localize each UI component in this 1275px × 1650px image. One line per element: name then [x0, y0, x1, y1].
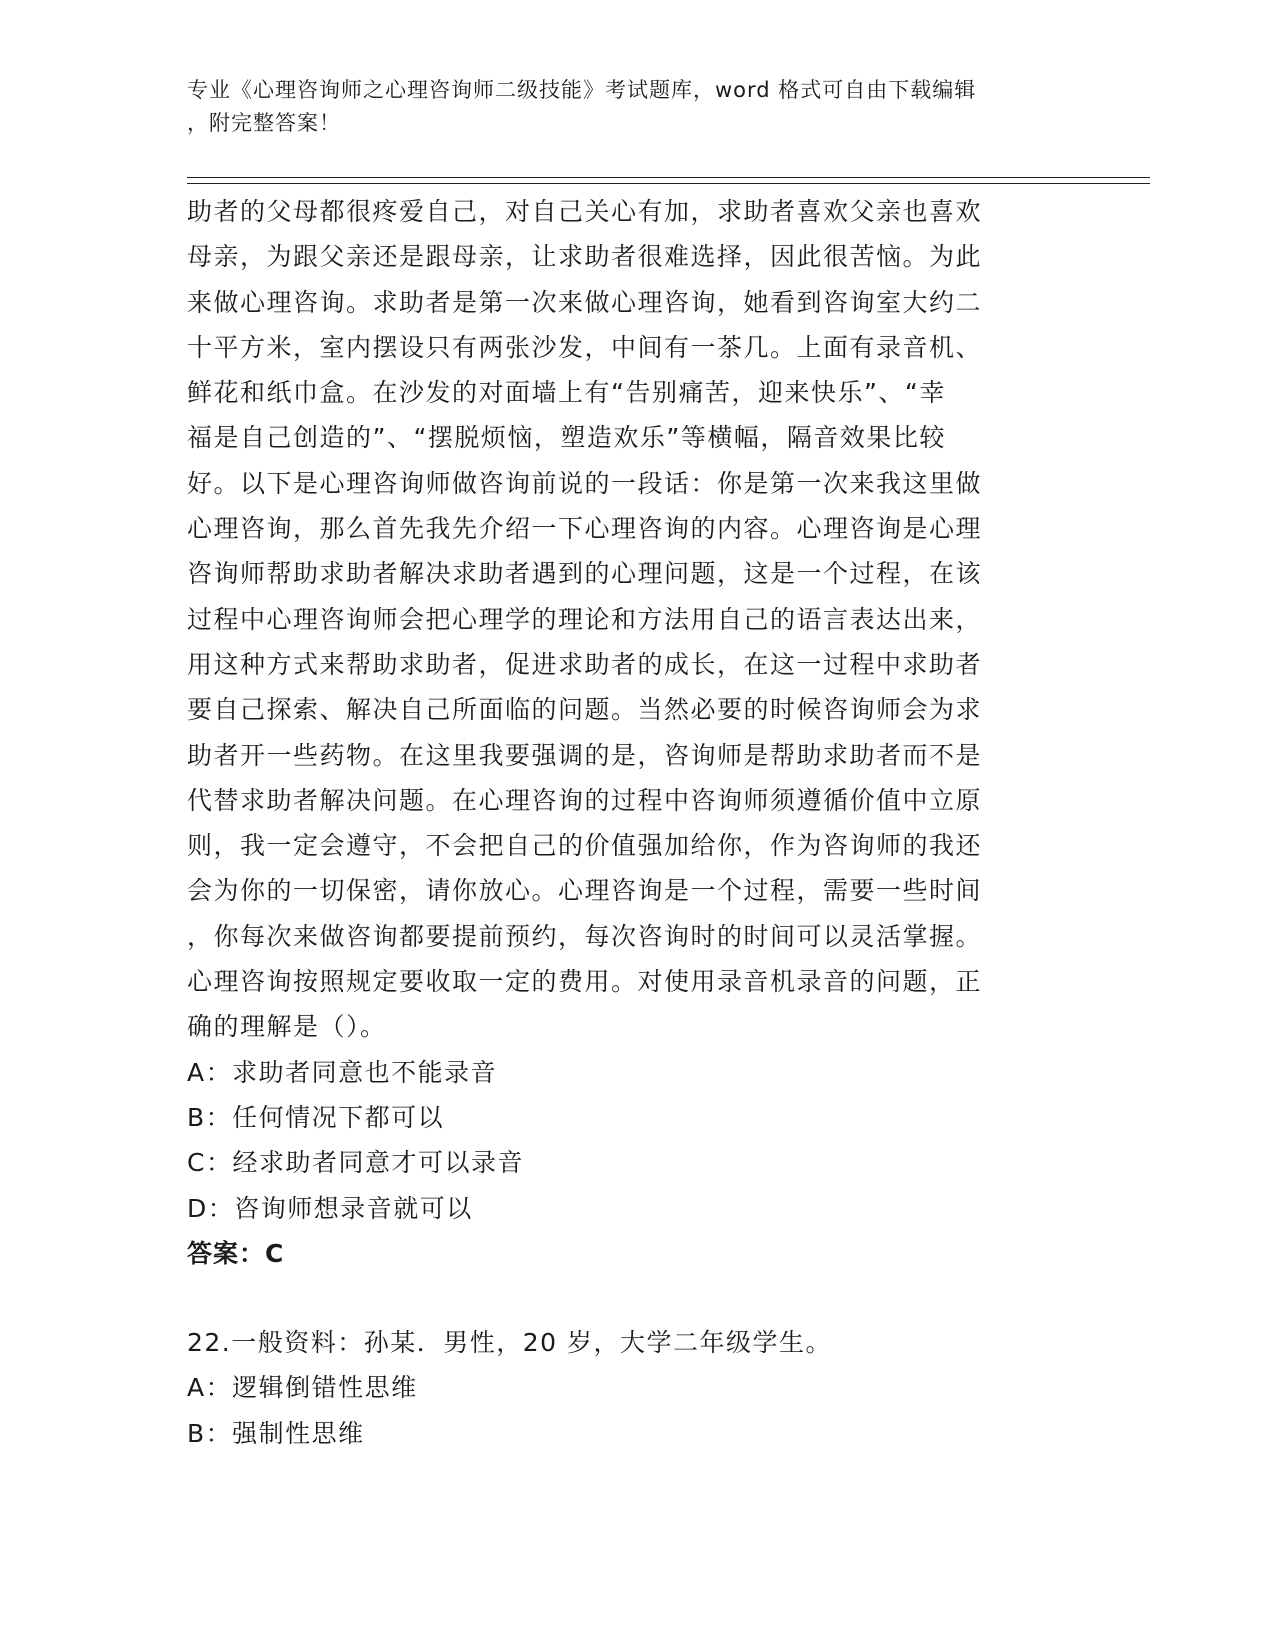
stem-line: 心理咨询，那么首先我先介绍一下心理咨询的内容。心理咨询是心理 [187, 514, 983, 544]
stem-line: 十平方米，室内摆设只有两张沙发，中间有一茶几。上面有录音机、 [187, 332, 983, 362]
header-line-2: ，附完整答案！ [187, 111, 341, 135]
stem-line: 母亲，为跟父亲还是跟母亲，让求助者很难选择，因此很苦恼。为此 [187, 242, 983, 272]
header-line-1: 专业《心理咨询师之心理咨询师二级技能》考试题库，word 格式可自由下载编辑 [187, 78, 977, 102]
stem-line: 会为你的一切保密，请你放心。心理咨询是一个过程，需要一些时间 [187, 876, 983, 906]
question-22-stem: 22.一般资料：孙某．男性，20 岁，大学二年级学生。 [187, 1328, 833, 1357]
stem-line: 则，我一定会遵守，不会把自己的价值强加给你，作为咨询师的我还 [187, 831, 983, 861]
header-divider [187, 177, 1150, 184]
question-21-stem [187, 189, 1067, 1050]
option-b: B：强制性思维 [187, 1418, 365, 1448]
stem-line: 助者的父母都很疼爱自己，对自己关心有加，求助者喜欢父亲也喜欢 [187, 197, 983, 226]
stem-line: 用这种方式来帮助求助者，促进求助者的成长，在这一过程中求助者 [187, 649, 983, 679]
stem-line: 好。以下是心理咨询师做咨询前说的一段话：你是第一次来我这里做 [187, 468, 983, 498]
stem-line: 过程中心理咨询师会把心理学的理论和方法用自己的语言表达出来， [187, 604, 983, 634]
stem-line: 咨询师帮助求助者解决求助者遇到的心理问题，这是一个过程，在该 [187, 559, 983, 589]
option-b: B：任何情况下都可以 [187, 1102, 445, 1132]
option-a: A：逻辑倒错性思维 [187, 1373, 418, 1403]
question-22 [187, 1320, 1067, 1456]
stem-line: 确的理解是（）。 [187, 1012, 387, 1042]
question-21 [187, 189, 1067, 1276]
stem-line: 助者开一些药物。在这里我要强调的是，咨询师是帮助求助者而不是 [187, 740, 983, 770]
stem-line: 要自己探索、解决自己所面临的问题。当然必要的时候咨询师会为求 [187, 695, 983, 725]
option-a: A：求助者同意也不能录音 [187, 1057, 498, 1087]
document-header [187, 74, 1067, 140]
option-d: D：咨询师想录音就可以 [187, 1193, 473, 1223]
stem-line: 心理咨询按照规定要收取一定的费用。对使用录音机录音的问题，正 [187, 967, 983, 997]
stem-line: ，你每次来做咨询都要提前预约，每次咨询时的时间可以灵活掌握。 [187, 921, 983, 951]
stem-line: 鲜花和纸巾盒。在沙发的对面墙上有“告别痛苦，迎来快乐”、“幸 [187, 378, 946, 408]
option-c: C：经求助者同意才可以录音 [187, 1148, 524, 1178]
stem-line: 福是自己创造的”、“摆脱烦恼，塑造欢乐”等横幅，隔音效果比较 [187, 423, 946, 453]
stem-line: 来做心理咨询。求助者是第一次来做心理咨询，她看到咨询室大约二 [187, 287, 983, 317]
stem-line: 代替求助者解决问题。在心理咨询的过程中咨询师须遵循价值中立原 [187, 785, 983, 815]
answer-label: 答案：C [187, 1238, 285, 1268]
